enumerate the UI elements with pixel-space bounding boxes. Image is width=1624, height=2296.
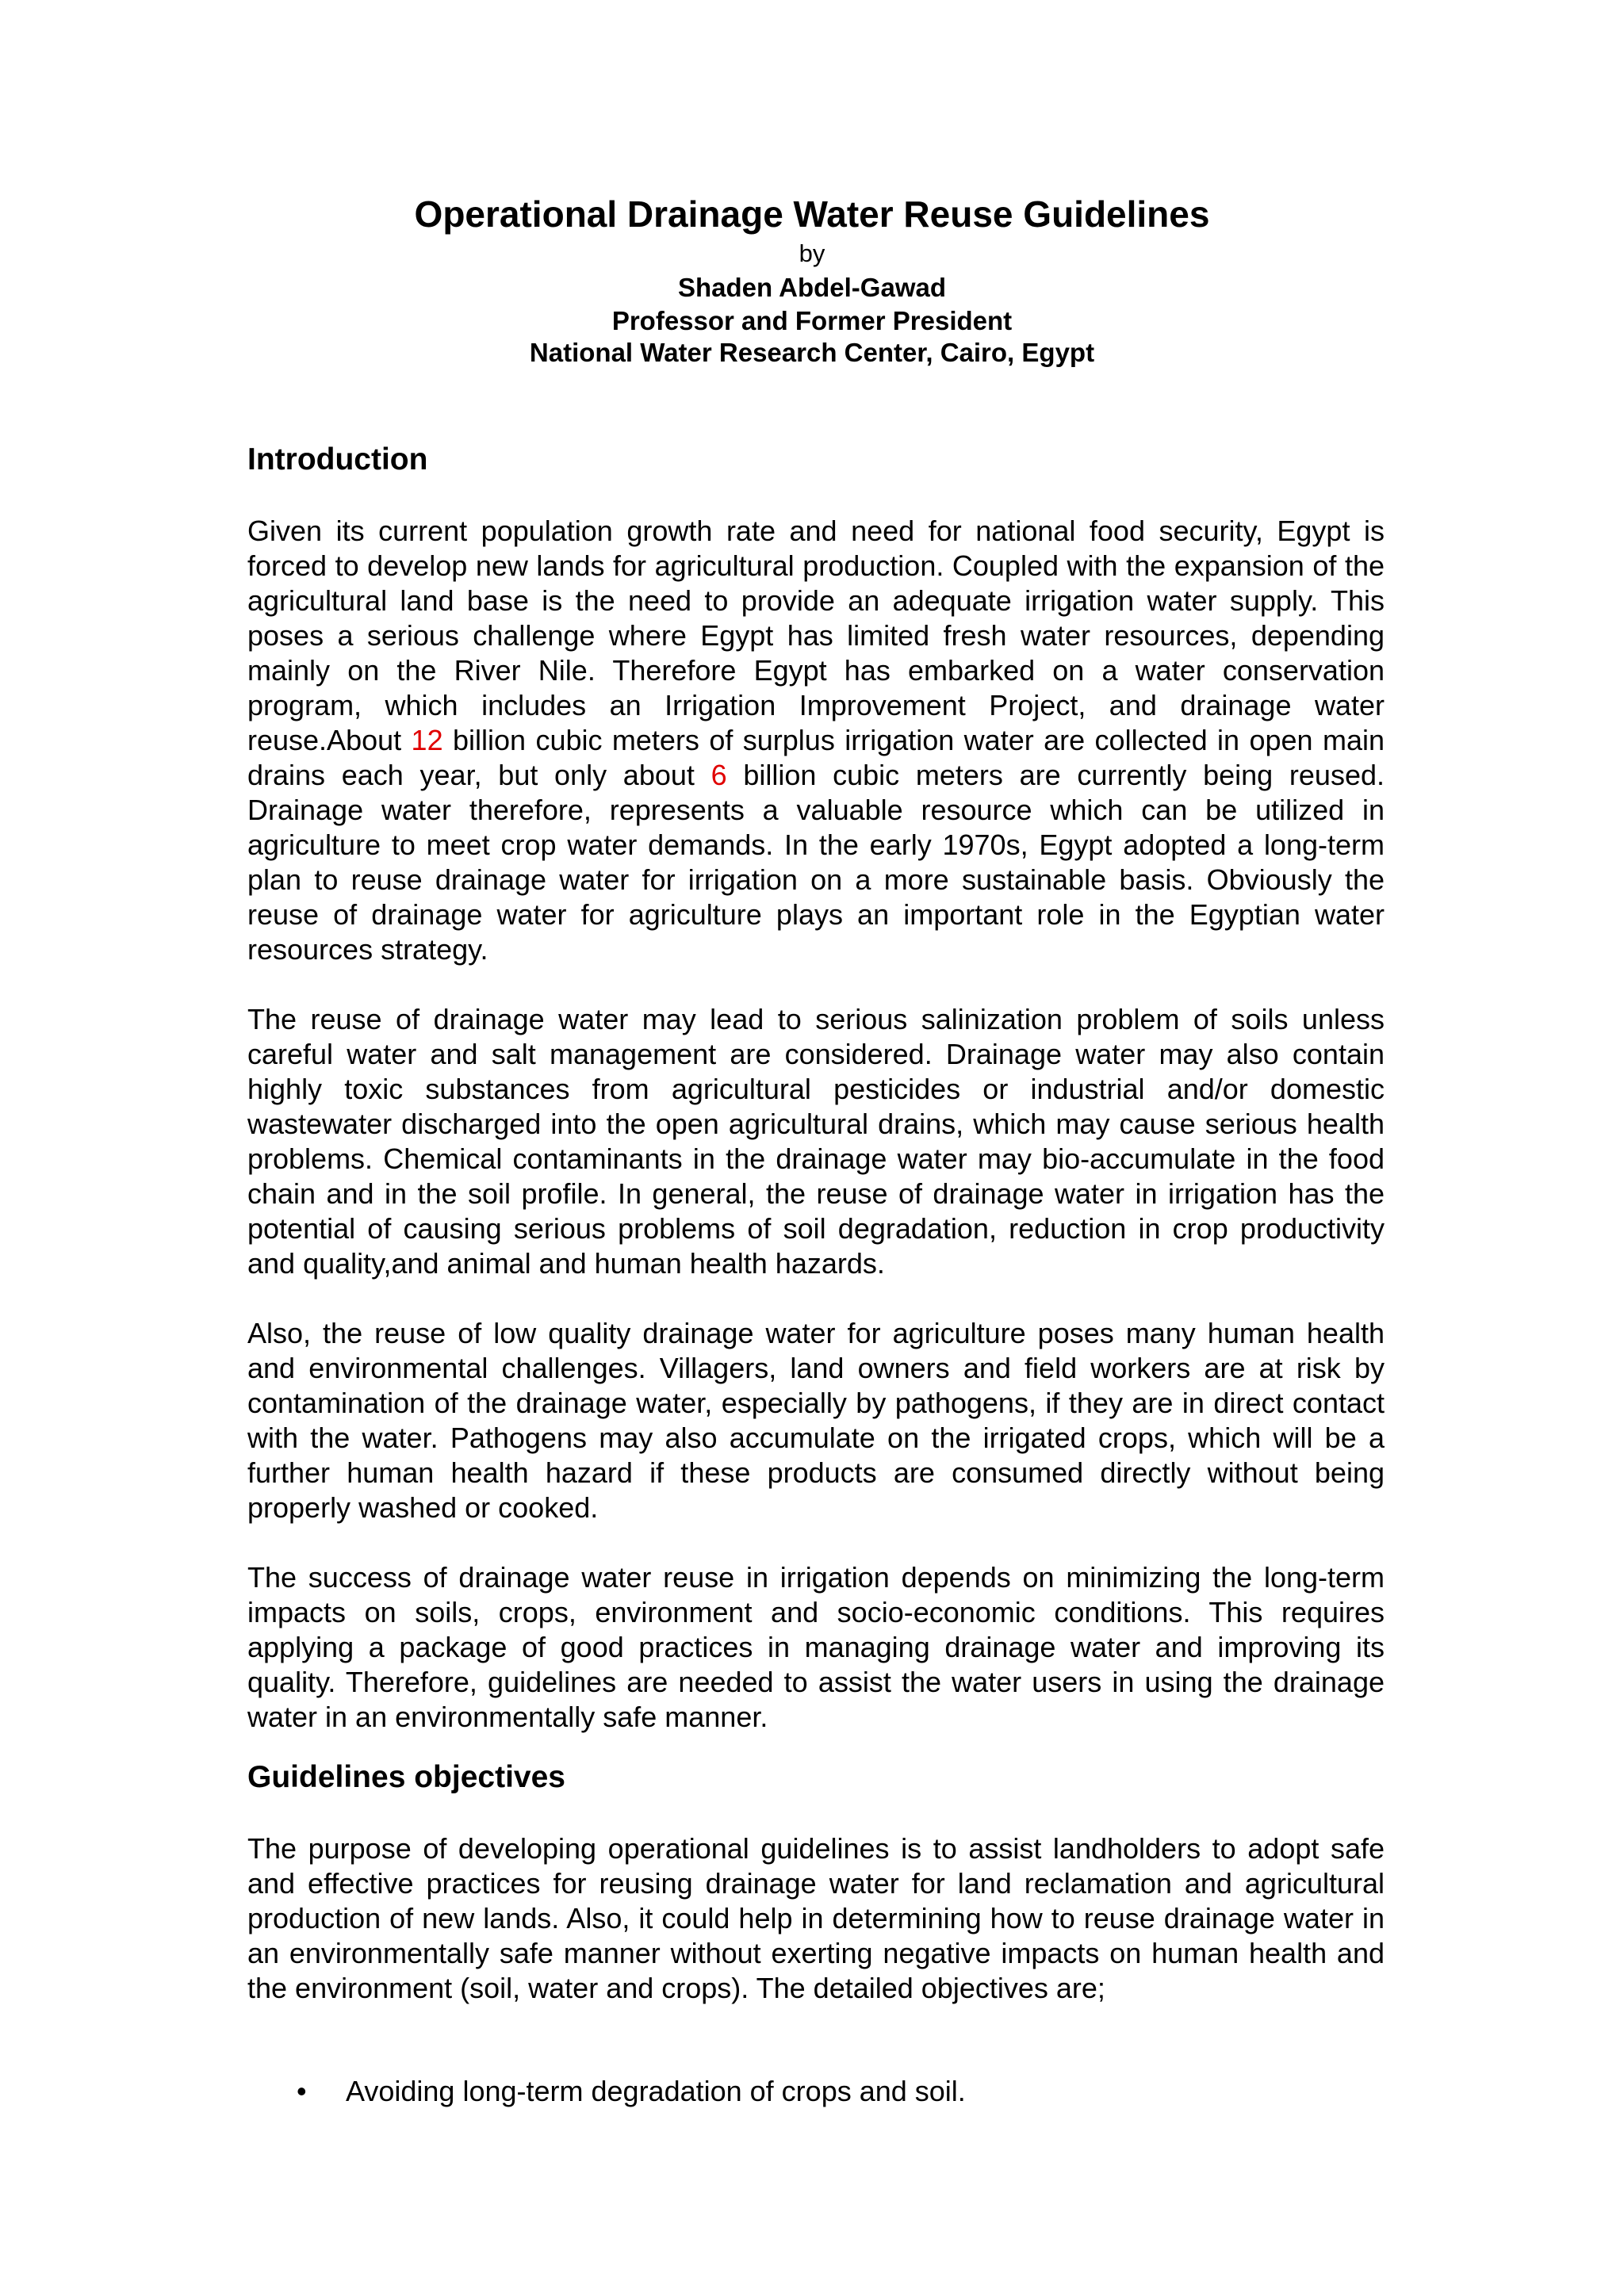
intro-p1-text-c: billion cubic meters are currently being reused. Drainage water therefore, represents a valuable resource which can be utilized in agriculture to meet crop water demands. In the early 1970s, Egypt adopted a long-term plan to reuse drainage water for irrigation on a more sustainable basis. Obviously the reuse of drainage water for agriculture plays an important role in the Egyptian water resources strategy. xyxy=(247,759,1385,966)
reused-volume-number: 6 xyxy=(710,759,727,791)
byline: by xyxy=(799,239,825,267)
document-title: Operational Drainage Water Reuse Guidelines xyxy=(414,193,1210,235)
objectives-bullet-list xyxy=(247,2074,1385,2109)
intro-paragraph-4: The success of drainage water reuse in irrigation depends on minimizing the long-term impacts on soils, crops, environment and socio-economic conditions. This requires applying a package of good practices in managing drainage water and improving its quality. Therefore, guidelines are needed to assist the water users in using the drainage water in an environmentally safe manner. xyxy=(247,1561,1385,1733)
objectives-paragraph-1: The purpose of developing operational guidelines is to assist landholders to adopt safe and effective practices for reusing drainage water for land reclamation and agricultural production of new lands. Also, it could help in determining how to reuse drainage water in an environmentally safe manner without exerting negative impacts on human health and the environment (soil, water and crops). The detailed objectives are; xyxy=(247,1832,1385,2004)
intro-p1-text-b: billion cubic meters of surplus irrigation water are collected in open main drains each year, but only about xyxy=(247,724,1385,791)
section-heading-introduction: Introduction xyxy=(247,442,428,476)
author-affiliation: National Water Research Center, Cairo, Egypt xyxy=(529,338,1095,367)
intro-paragraph-3: Also, the reuse of low quality drainage water for agriculture poses many human health and environmental challenges. Villagers, land owners and field workers are at risk by contamination of the drainage water, especially by pathogens, if they are in direct contact with the water. Pathogens may also accumulate on the irrigated crops, which will be a further human health hazard if these products are consumed directly without being properly washed or cooked. xyxy=(247,1317,1385,1524)
bullet-marker: • xyxy=(297,2075,307,2107)
author-position: Professor and Former President xyxy=(611,306,1013,335)
intro-p1-text-a: Given its current population growth rate and need for national food security, Egypt is forced to develop new lands for agricultural production. Coupled with the expansion of the agricultural land base is the need to provide an adequate irrigation water supply. This poses a serious challenge where Egypt has limited fresh water resources, depending mainly on the River Nile. Therefore Egypt has embarked on a water conservation program, which includes an Irrigation Improvement Project, and drainage water reuse.About xyxy=(247,515,1385,756)
intro-paragraph-1 xyxy=(247,514,1385,967)
section-heading-objectives: Guidelines objectives xyxy=(247,1760,565,1794)
list-item xyxy=(247,2074,1385,2109)
surplus-volume-number: 12 xyxy=(411,724,443,756)
intro-paragraph-2: The reuse of drainage water may lead to serious salinization problem of soils unless careful water and salt management are considered. Drainage water may also contain highly toxic substances from agricultural pesticides or industrial and/or domestic wastewater discharged into the open agricultural drains, which may cause serious health problems. Chemical contaminants in the drainage water may bio-accumulate in the food chain and in the soil profile. In general, the reuse of drainage water in irrigation has the potential of causing serious problems of soil degradation, reduction in crop productivity and quality,and animal and human health hazards. xyxy=(247,1003,1385,1280)
bullet-text: Avoiding long-term degradation of crops and soil. xyxy=(346,2075,966,2107)
author-name: Shaden Abdel-Gawad xyxy=(678,273,946,302)
